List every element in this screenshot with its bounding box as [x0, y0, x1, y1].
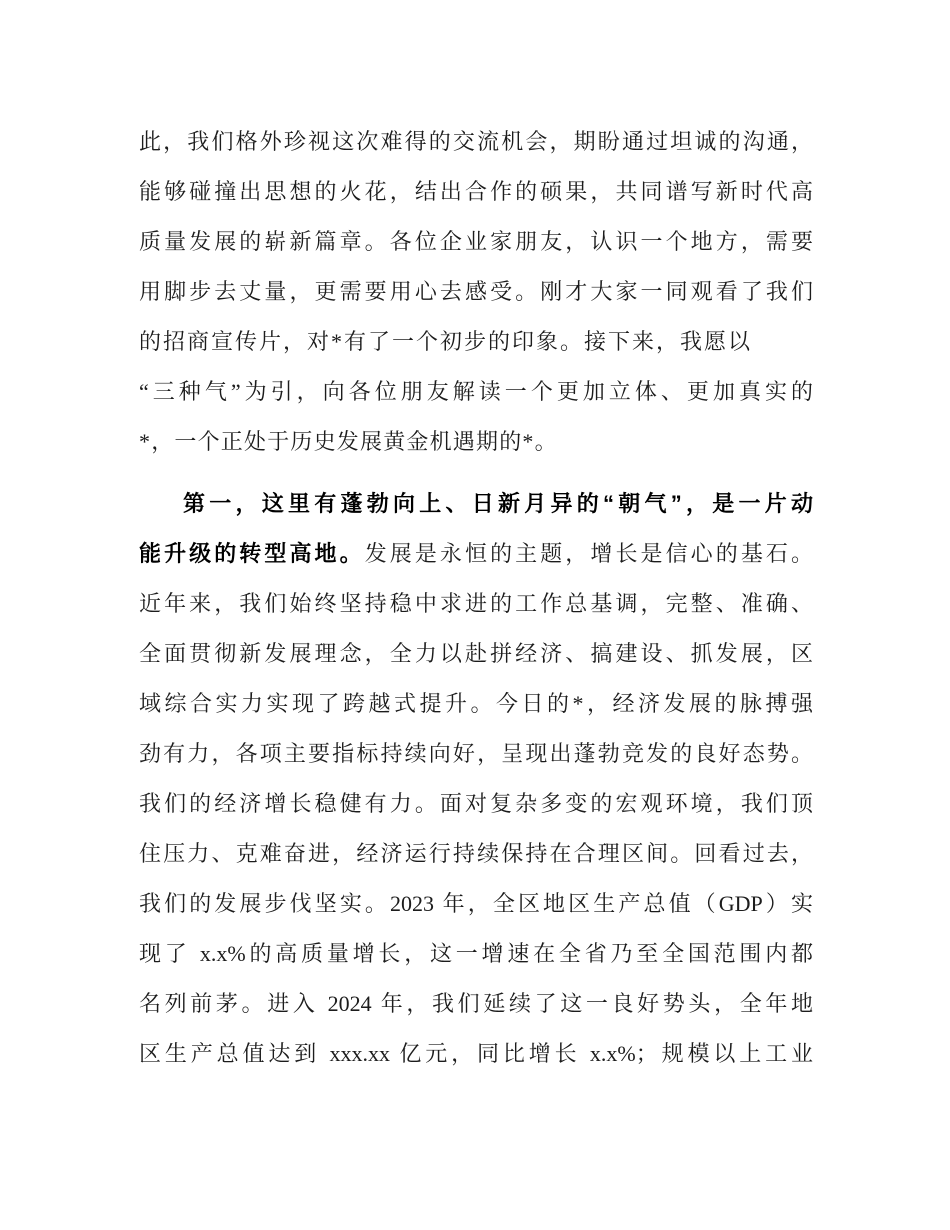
text-line: “三种气”为引，向各位朋友解读一个更加立体、更加真实的: [139, 379, 813, 404]
text-line: 住压力、克难奋进，经济运行持续保持在合理区间。回看过去，: [139, 841, 813, 866]
body-text: 发展是永恒的主题，增长是信心的基石。: [364, 541, 813, 566]
text-line: 质量发展的崭新篇章。各位企业家朋友，认识一个地方，需要: [139, 229, 813, 254]
heading-bold-text: 第一，这里有蓬勃向上、日新月异的“朝气”，是一片动: [183, 491, 813, 516]
text-line: 能够碰撞出思想的火花，结出合作的硕果，共同谱写新时代高: [139, 179, 813, 204]
text-line: 全面贯彻新发展理念，全力以赴拼经济、搞建设、抓发展，区: [139, 641, 813, 666]
text-line: 劲有力，各项主要指标持续向好，呈现出蓬勃竞发的良好态势。: [139, 741, 813, 766]
text-line: *，一个正处于历史发展黄金机遇期的*。: [139, 429, 558, 454]
text-line: 此，我们格外珍视这次难得的交流机会，期盼通过坦诚的沟通，: [139, 129, 813, 154]
paragraph-1: [139, 117, 813, 467]
text-line: 现了 x.x%的高质量增长，这一增速在全省乃至全国范围内都: [139, 941, 813, 966]
text-line: 的招商宣传片，对*有了一个初步的印象。接下来，我愿以: [139, 329, 753, 354]
text-line: 名列前茅。进入 2024 年，我们延续了这一良好势头，全年地: [139, 991, 813, 1016]
text-line: 我们的经济增长稳健有力。面对复杂多变的宏观环境，我们顶: [139, 791, 813, 816]
text-line: [139, 529, 813, 579]
text-line: 区生产总值达到 xxx.xx 亿元，同比增长 x.x%；规模以上工业: [139, 1041, 813, 1066]
text-line: 域综合实力实现了跨越式提升。今日的*，经济发展的脉搏强: [139, 691, 813, 716]
paragraph-2: [139, 479, 813, 1079]
text-line: 用脚步去丈量，更需要用心去感受。刚才大家一同观看了我们: [139, 279, 813, 304]
heading-line: [139, 479, 813, 529]
text-line: 近年来，我们始终坚持稳中求进的工作总基调，完整、准确、: [139, 591, 813, 616]
heading-bold-text: 能升级的转型高地。: [139, 541, 365, 566]
document-body: [139, 117, 813, 1079]
text-line: 我们的发展步伐坚实。2023 年，全区地区生产总值（GDP）实: [139, 891, 813, 916]
